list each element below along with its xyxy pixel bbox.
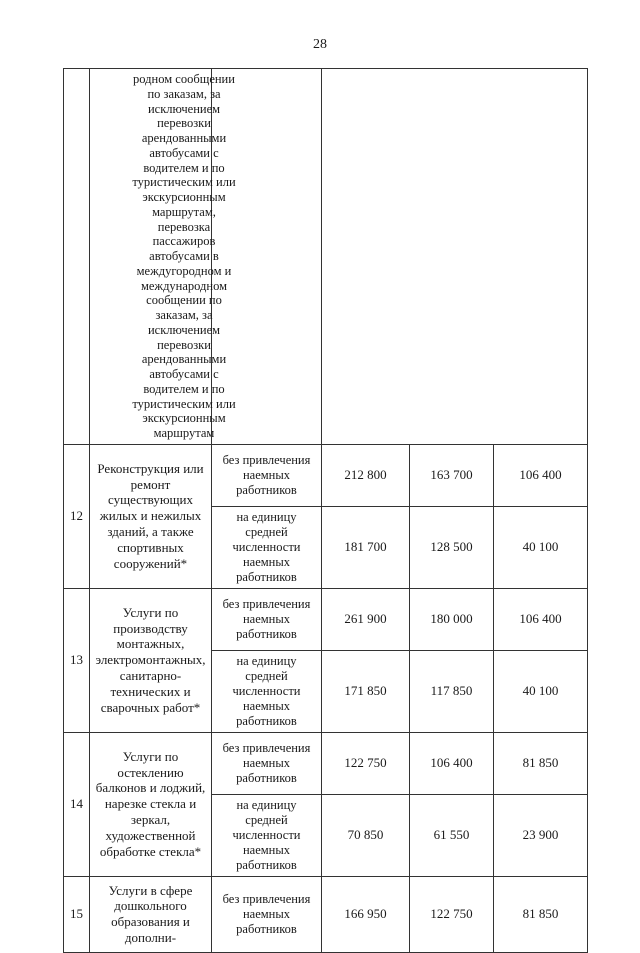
row-value: 106 400 [410,732,494,794]
row-value: 163 700 [410,444,494,506]
row-sublabel: без привлечения наемных работников [212,588,322,650]
row-value: 180 000 [410,588,494,650]
row-value: 40 100 [494,650,588,732]
row-description: Услуги по производству монтажных, электромонтажных, санитарно-технических и сварочных работ* [90,588,212,732]
row-value: 122 750 [410,876,494,952]
row-sublabel: на единицу средней численности наемных работников [212,794,322,876]
row-description: Реконструкция или ремонт существующих жилых и нежилых зданий, а также спортивных сооружений* [90,444,212,588]
row-value: 40 100 [494,506,588,588]
continuation-text: родном сообщении по заказам, за исключением перевозки арендованными автобусами с водителем и по туристическим или экскурсионным маршрутам, перевозка пассажиров автобусами в междугородном и международном сообщении по заказам, за исключением перевозки арендованными автобусами с водителем и по туристическим или экскурсионным маршрутам [132,72,236,440]
row-description: Услуги в сфере дошкольного образования и дополни- [90,876,212,952]
continuation-desc-cell [90,69,236,445]
table-row [64,732,588,794]
row-value: 81 850 [494,732,588,794]
continuation-merged-cell [322,69,588,445]
row-value: 261 900 [322,588,410,650]
row-description: Услуги по остеклению балконов и лоджий, нарезке стекла и зеркал, художественной обработке стекла* [90,732,212,876]
row-value: 122 750 [322,732,410,794]
row-value: 128 500 [410,506,494,588]
row-sublabel: без привлечения наемных работников [212,876,322,952]
page-number: 28 [313,37,327,52]
tax-rate-table [63,68,588,953]
row-value: 212 800 [322,444,410,506]
row-value: 23 900 [494,794,588,876]
row-value: 166 950 [322,876,410,952]
table-row [64,588,588,650]
row-sublabel: без привлечения наемных работников [212,444,322,506]
table-row [64,444,588,506]
row-sublabel: на единицу средней численности наемных работников [212,506,322,588]
row-value: 106 400 [494,588,588,650]
row-sublabel: на единицу средней численности наемных работников [212,650,322,732]
row-value: 171 850 [322,650,410,732]
row-value: 181 700 [322,506,410,588]
row-value: 117 850 [410,650,494,732]
continuation-empty-cell [212,69,322,445]
row-number: 13 [64,588,90,732]
table-row-continuation [64,69,588,445]
row-value: 106 400 [494,444,588,506]
table-row [64,876,588,952]
row-sublabel: без привлечения наемных работников [212,732,322,794]
row-value: 61 550 [410,794,494,876]
row-number: 15 [64,876,90,952]
row-value: 81 850 [494,876,588,952]
row-number: 14 [64,732,90,876]
row-value: 70 850 [322,794,410,876]
row-number: 12 [64,444,90,588]
continuation-num-cell [64,69,90,445]
